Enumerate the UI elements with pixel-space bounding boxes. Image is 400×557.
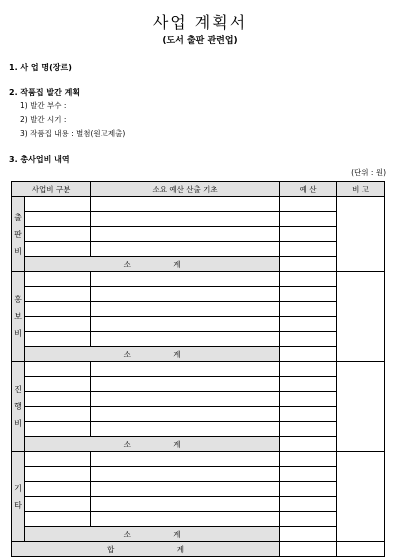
item-cell[interactable]	[25, 197, 91, 212]
table-row	[12, 392, 385, 407]
amount-cell[interactable]	[280, 242, 337, 257]
basis-cell[interactable]	[91, 512, 280, 527]
table-row	[12, 422, 385, 437]
note-cell[interactable]	[337, 362, 385, 452]
category-cell	[12, 197, 25, 272]
subtotal-amount-cell[interactable]	[280, 437, 337, 452]
amount-cell[interactable]	[280, 452, 337, 467]
table-row	[12, 407, 385, 422]
table-row	[12, 467, 385, 482]
subtotal-label-cell	[25, 257, 280, 272]
plan-item-content: 3) 작품집 내용 : 별첨(원고제출)	[20, 129, 126, 138]
table-row	[12, 287, 385, 302]
basis-cell[interactable]	[91, 422, 280, 437]
header-note: 비 고	[337, 182, 385, 197]
amount-cell[interactable]	[280, 287, 337, 302]
subtotal-label: 소 계	[123, 349, 181, 359]
basis-cell[interactable]	[91, 212, 280, 227]
item-cell[interactable]	[25, 512, 91, 527]
item-cell[interactable]	[25, 302, 91, 317]
basis-cell[interactable]	[91, 302, 280, 317]
table-row	[12, 212, 385, 227]
table-row	[12, 302, 385, 317]
amount-cell[interactable]	[280, 482, 337, 497]
table-row	[12, 317, 385, 332]
amount-cell[interactable]	[280, 512, 337, 527]
table-row	[12, 497, 385, 512]
basis-cell[interactable]	[91, 227, 280, 242]
total-row	[12, 542, 385, 557]
subtotal-label: 소 계	[123, 259, 181, 269]
section-publication-plan: 2. 작품집 발간 계획	[9, 88, 81, 97]
subtotal-row	[12, 437, 385, 452]
subtotal-label-cell	[25, 527, 280, 542]
item-cell[interactable]	[25, 317, 91, 332]
item-cell[interactable]	[25, 332, 91, 347]
document-subtitle: (도서 출판 관련업)	[162, 36, 238, 46]
subtotal-row	[12, 347, 385, 362]
note-cell[interactable]	[337, 272, 385, 362]
table-row	[12, 197, 385, 212]
amount-cell[interactable]	[280, 362, 337, 377]
note-cell[interactable]	[337, 197, 385, 272]
subtotal-row	[12, 257, 385, 272]
amount-cell[interactable]	[280, 212, 337, 227]
category-cell	[12, 272, 25, 362]
basis-cell[interactable]	[91, 272, 280, 287]
document-title: 사업 계획서	[152, 13, 248, 32]
amount-cell[interactable]	[280, 422, 337, 437]
budget-table	[11, 181, 385, 557]
item-cell[interactable]	[25, 392, 91, 407]
category-cell	[12, 452, 25, 542]
amount-cell[interactable]	[280, 392, 337, 407]
item-cell[interactable]	[25, 497, 91, 512]
subtotal-amount-cell[interactable]	[280, 527, 337, 542]
total-label-cell	[12, 542, 280, 557]
amount-cell[interactable]	[280, 317, 337, 332]
amount-cell[interactable]	[280, 272, 337, 287]
basis-cell[interactable]	[91, 407, 280, 422]
basis-cell[interactable]	[91, 317, 280, 332]
amount-cell[interactable]	[280, 467, 337, 482]
basis-cell[interactable]	[91, 482, 280, 497]
item-cell[interactable]	[25, 467, 91, 482]
table-row	[12, 227, 385, 242]
basis-cell[interactable]	[91, 497, 280, 512]
item-cell[interactable]	[25, 407, 91, 422]
amount-cell[interactable]	[280, 377, 337, 392]
amount-cell[interactable]	[280, 407, 337, 422]
amount-cell[interactable]	[280, 227, 337, 242]
table-row	[12, 377, 385, 392]
item-cell[interactable]	[25, 422, 91, 437]
basis-cell[interactable]	[91, 452, 280, 467]
amount-cell[interactable]	[280, 497, 337, 512]
item-cell[interactable]	[25, 362, 91, 377]
item-cell[interactable]	[25, 272, 91, 287]
subtotal-row	[12, 527, 385, 542]
subtotal-amount-cell[interactable]	[280, 347, 337, 362]
basis-cell[interactable]	[91, 197, 280, 212]
subtotal-label-cell	[25, 347, 280, 362]
category-label: 진행비	[14, 385, 22, 428]
plan-item-copies: 1) 발간 부수 :	[20, 101, 67, 110]
basis-cell[interactable]	[91, 242, 280, 257]
basis-cell[interactable]	[91, 392, 280, 407]
table-row	[12, 272, 385, 287]
item-cell[interactable]	[25, 227, 91, 242]
basis-cell[interactable]	[91, 377, 280, 392]
basis-cell[interactable]	[91, 362, 280, 377]
note-cell[interactable]	[337, 452, 385, 542]
category-label: 홍보비	[14, 295, 22, 338]
amount-cell[interactable]	[280, 302, 337, 317]
subtotal-amount-cell[interactable]	[280, 257, 337, 272]
item-cell[interactable]	[25, 482, 91, 497]
item-cell[interactable]	[25, 377, 91, 392]
table-row	[12, 452, 385, 467]
amount-cell[interactable]	[280, 332, 337, 347]
total-amount-cell[interactable]	[280, 542, 337, 557]
table-row	[12, 512, 385, 527]
table-row	[12, 332, 385, 347]
category-cell	[12, 362, 25, 452]
amount-cell[interactable]	[280, 197, 337, 212]
plan-item-date: 2) 발간 시기 :	[20, 115, 67, 124]
table-row	[12, 362, 385, 377]
section-project-name: 1. 사 업 명(장르)	[9, 63, 72, 72]
subtotal-label: 소 계	[123, 529, 181, 539]
table-row	[12, 242, 385, 257]
category-label: 기타	[14, 483, 22, 510]
item-cell[interactable]	[25, 242, 91, 257]
section-budget: 3. 총사업비 내역	[9, 155, 70, 164]
basis-cell[interactable]	[91, 332, 280, 347]
subtotal-label-cell	[25, 437, 280, 452]
table-row	[12, 482, 385, 497]
subtotal-label: 소 계	[123, 439, 181, 449]
category-label: 출판비	[14, 212, 22, 256]
total-label: 합 계	[107, 544, 184, 554]
item-cell[interactable]	[25, 452, 91, 467]
header-amount: 예 산	[280, 182, 337, 197]
total-note-cell[interactable]	[337, 542, 385, 557]
header-category: 사업비 구분	[12, 182, 91, 197]
item-cell[interactable]	[25, 212, 91, 227]
header-basis: 소요 예산 산출 기초	[91, 182, 280, 197]
basis-cell[interactable]	[91, 287, 280, 302]
unit-label: (단위 : 원)	[351, 168, 386, 177]
basis-cell[interactable]	[91, 467, 280, 482]
item-cell[interactable]	[25, 287, 91, 302]
